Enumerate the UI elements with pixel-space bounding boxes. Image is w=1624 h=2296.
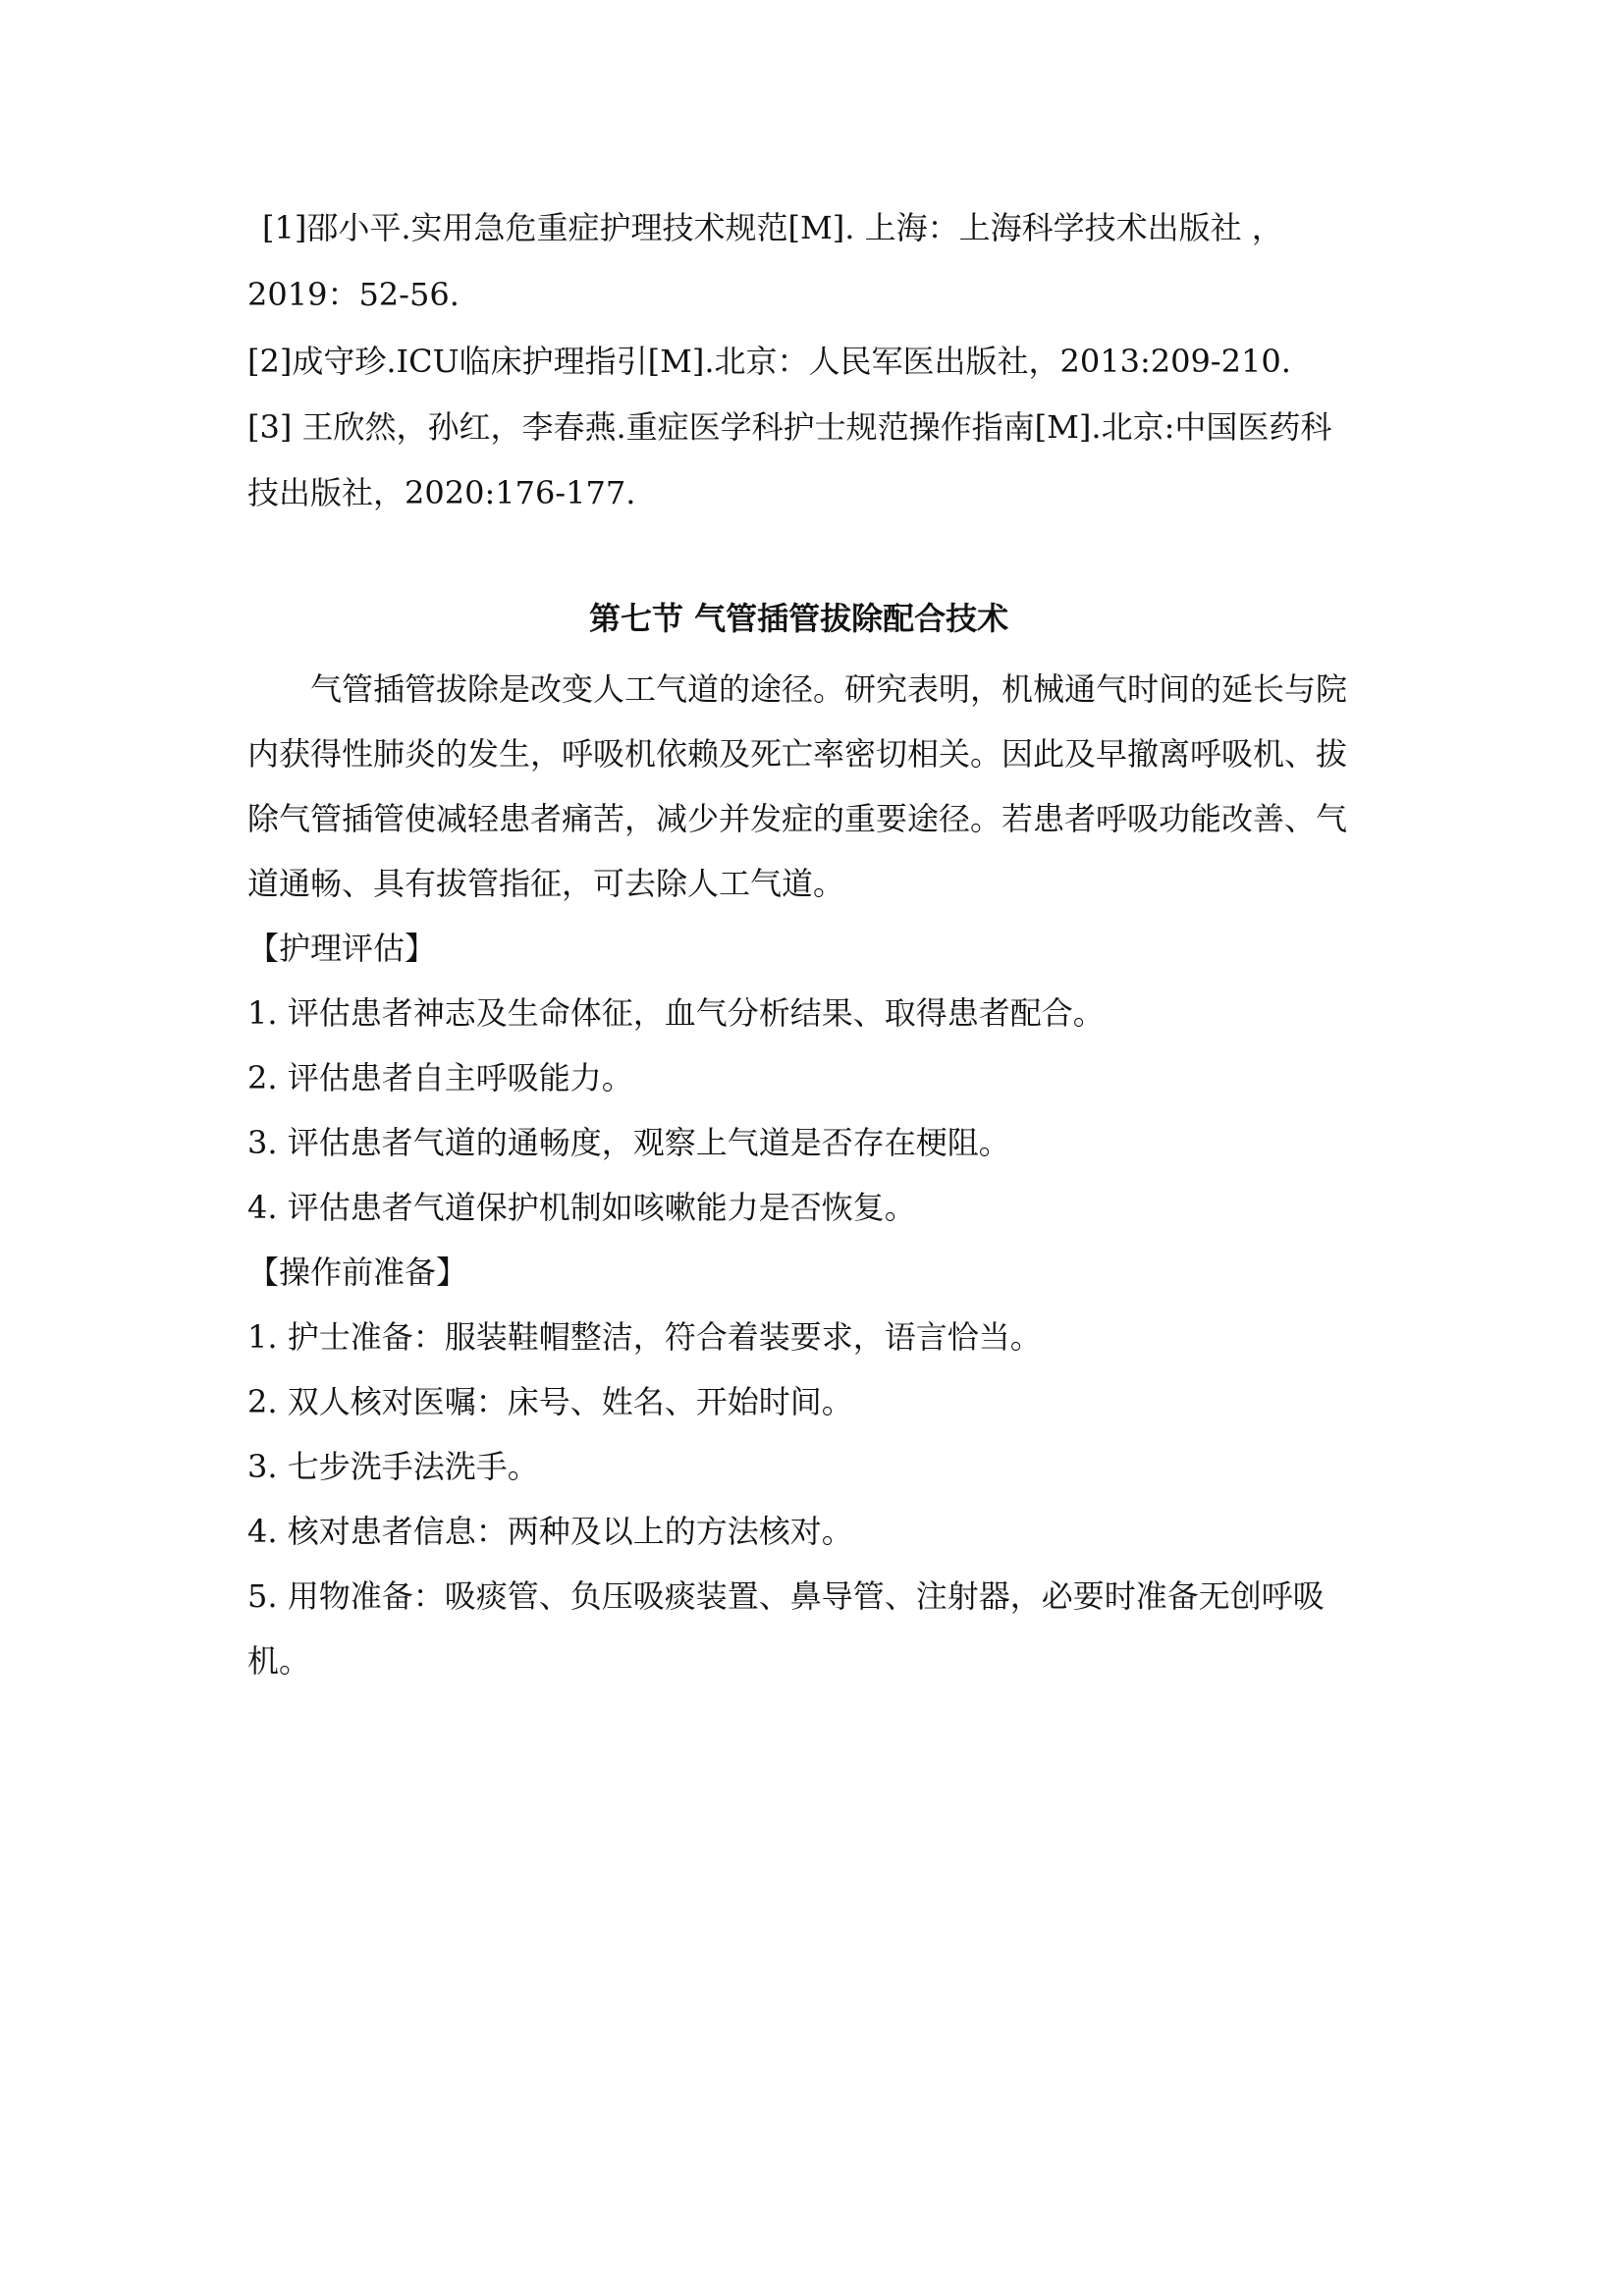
- intro-line-1: 气管插管拔除是改变人工气道的途径。研究表明，机械通气时间的延长与院: [310, 670, 1348, 708]
- preparation-item-continuation: 机。: [247, 1642, 311, 1680]
- assessment-item: 1. 评估患者神志及生命体征，血气分析结果、取得患者配合。: [247, 994, 1105, 1032]
- reference-3-line-2: 技出版社，2020:176-177.: [247, 474, 636, 511]
- reference-3-line-1: [3] 王欣然，孙红，李春燕.重症医学科护士规范操作指南[M].北京:中国医药科: [247, 408, 1332, 446]
- reference-2: [2]成守珍.ICU临床护理指引[M].北京：人民军医出版社，2013:209-210.: [247, 343, 1291, 380]
- preparation-item: 4. 核对患者信息：两种及以上的方法核对。: [247, 1513, 853, 1550]
- preparation-item: 2. 双人核对医嘱：床号、姓名、开始时间。: [247, 1383, 853, 1420]
- reference-1-line-2: 2019：52-56.: [247, 276, 460, 313]
- assessment-item: 4. 评估患者气道保护机制如咳嗽能力是否恢复。: [247, 1189, 916, 1226]
- intro-line-4: 道通畅、具有拔管指征，可去除人工气道。: [247, 865, 845, 902]
- preparation-item: 3. 七步洗手法洗手。: [247, 1448, 539, 1485]
- preparation-item: 1. 护士准备：服装鞋帽整洁，符合着装要求，语言恰当。: [247, 1318, 1042, 1356]
- intro-line-3: 除气管插管使减轻患者痛苦，减少并发症的重要途径。若患者呼吸功能改善、气: [247, 800, 1348, 837]
- preparation-item: 5. 用物准备：吸痰管、负压吸痰装置、鼻导管、注射器，必要时准备无创呼吸: [247, 1577, 1325, 1615]
- preparation-heading: 【操作前准备】: [247, 1254, 468, 1291]
- section-title: 第七节 气管插管拔除配合技术: [589, 600, 1009, 637]
- assessment-item: 3. 评估患者气道的通畅度，观察上气道是否存在梗阻。: [247, 1124, 1010, 1161]
- intro-line-2: 内获得性肺炎的发生，呼吸机依赖及死亡率密切相关。因此及早撤离呼吸机、拔: [247, 735, 1348, 773]
- assessment-heading: 【护理评估】: [247, 930, 437, 967]
- reference-1-line-1: [1]邵小平.实用急危重症护理技术规范[M]. 上海：上海科学技术出版社 ，: [262, 209, 1283, 246]
- assessment-item: 2. 评估患者自主呼吸能力。: [247, 1059, 633, 1096]
